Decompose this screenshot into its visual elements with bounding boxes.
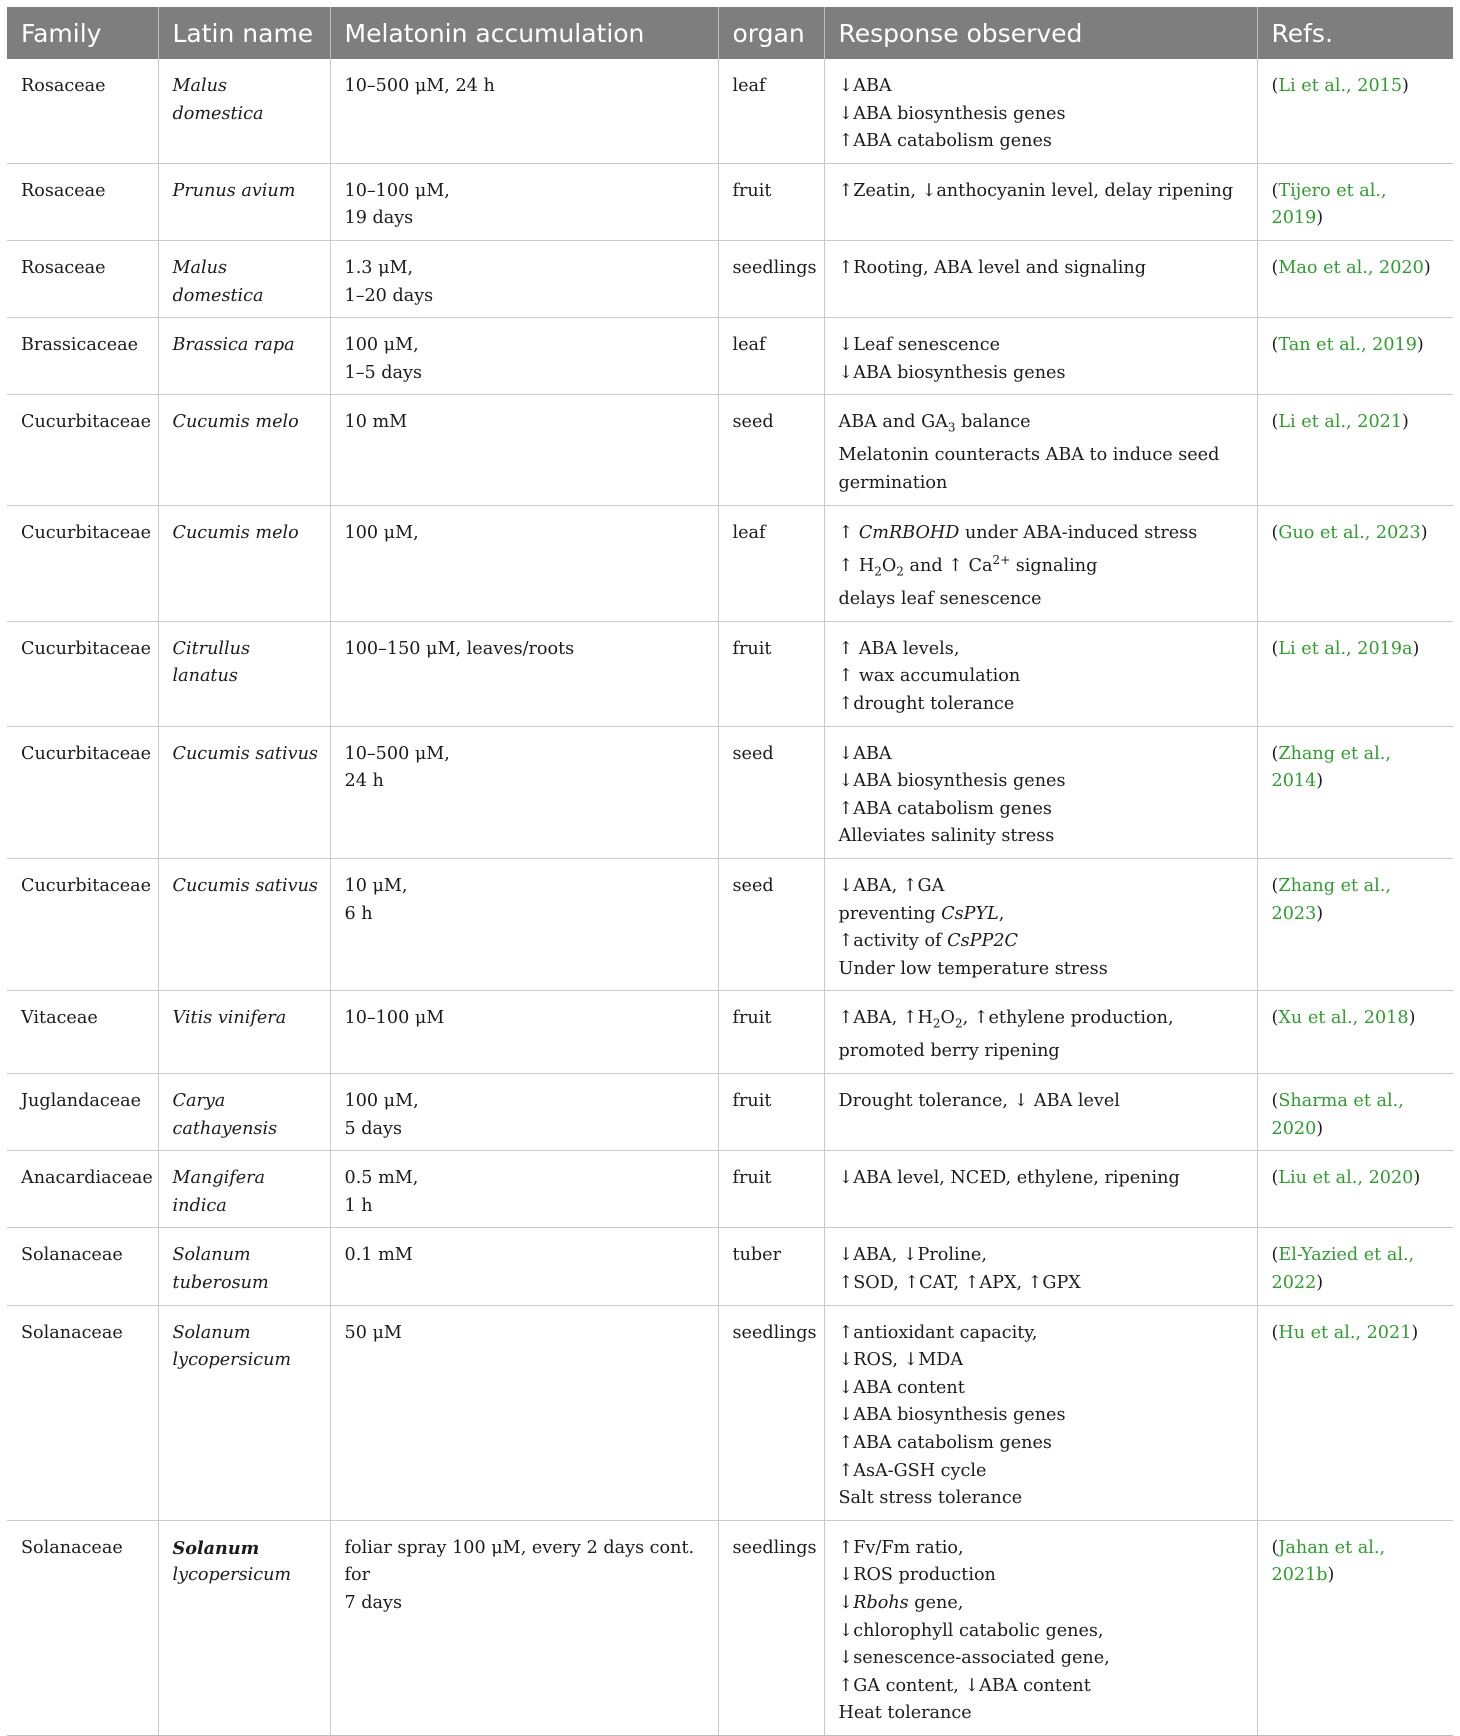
- table-row: [7, 1151, 1453, 1228]
- cell-accumulation-line: 10–500 μM,: [344, 743, 450, 764]
- open-paren: (: [1271, 638, 1279, 659]
- header-latin-name: Latin name: [158, 7, 330, 59]
- cell-latin-name-line: Carya: [172, 1091, 226, 1112]
- cell-response: [824, 318, 1257, 395]
- reference-link[interactable]: Tijero et al., 2019: [1271, 180, 1387, 229]
- cell-response-line: ↑Rooting, ABA level and signaling: [838, 257, 1146, 278]
- cell-accumulation-line: 10 mM: [344, 412, 408, 433]
- cell-latin-name: [158, 163, 330, 240]
- ref-line: [1272, 741, 1444, 796]
- open-paren: (: [1271, 180, 1279, 201]
- cell-family: Rosaceae: [7, 163, 158, 240]
- close-paren: ): [1416, 335, 1424, 356]
- cell-family: Anacardiaceae: [7, 1151, 158, 1228]
- cell-latin-name: [158, 1520, 330, 1735]
- cell-accumulation: [330, 991, 718, 1074]
- reference-link[interactable]: Mao et al., 2020: [1278, 257, 1424, 278]
- cell-response-line: ↓ABA biosynthesis genes: [838, 362, 1066, 383]
- cell-response: [824, 1520, 1257, 1735]
- cell-ref: [1257, 1305, 1453, 1520]
- cell-latin-name: [158, 1151, 330, 1228]
- cell-organ: seedlings: [718, 240, 824, 317]
- ref-line: [1272, 1535, 1444, 1563]
- cell-response-line: ↑ABA catabolism genes: [838, 131, 1052, 152]
- cell-ref: [1257, 59, 1453, 163]
- table-row: [7, 59, 1453, 163]
- reference-link[interactable]: Zhang et al., 2023: [1271, 875, 1391, 924]
- close-paren: ): [1316, 771, 1324, 792]
- open-paren: (: [1271, 412, 1279, 433]
- cell-latin-name-line: Cucumis melo: [172, 522, 299, 543]
- cell-response-line: ↓Rbohs gene,: [838, 1592, 964, 1613]
- open-paren: (: [1271, 1091, 1279, 1112]
- cell-family: Cucurbitaceae: [7, 395, 158, 505]
- ref-line: [1272, 1320, 1444, 1348]
- cell-accumulation-line: 1–5 days: [344, 362, 422, 383]
- cell-response-line: ↓ROS, ↓MDA: [838, 1350, 964, 1371]
- cell-response-line: ↓ABA biosynthesis genes: [838, 103, 1066, 124]
- cell-organ: fruit: [718, 1074, 824, 1151]
- cell-accumulation-line: 0.1 mM: [344, 1245, 413, 1266]
- cell-accumulation-line: 19 days: [344, 208, 414, 229]
- cell-response-line: ↑Zeatin, ↓anthocyanin level, delay ripening: [838, 180, 1234, 201]
- close-paren: ): [1402, 412, 1409, 433]
- cell-organ: tuber: [718, 1228, 824, 1305]
- cell-response-line: ↑drought tolerance: [838, 693, 1015, 714]
- cell-accumulation: [330, 59, 718, 163]
- cell-accumulation-line: 10 μM,: [344, 875, 408, 896]
- table-row: [7, 1228, 1453, 1305]
- cell-response-line: ↑activity of CsPP2C: [838, 931, 1018, 952]
- cell-latin-name-line: Solanum: [172, 1537, 260, 1559]
- cell-family: Solanaceae: [7, 1228, 158, 1305]
- close-paren: ): [1408, 1008, 1416, 1029]
- cell-latin-name-line: Cucumis sativus: [172, 875, 318, 896]
- header-family: Family: [7, 7, 158, 59]
- cell-response-line: ↑ABA catabolism genes: [838, 1432, 1052, 1453]
- cell-response-line: Alleviates salinity stress: [838, 826, 1055, 847]
- header-organ: organ: [718, 7, 824, 59]
- cell-family: Brassicaceae: [7, 318, 158, 395]
- cell-organ: fruit: [718, 621, 824, 726]
- open-paren: (: [1271, 257, 1279, 278]
- cell-latin-name-line: Solanum: [172, 1245, 251, 1266]
- cell-latin-name: [158, 1074, 330, 1151]
- cell-response-line: ↑ wax accumulation: [838, 666, 1021, 687]
- cell-accumulation: [330, 1074, 718, 1151]
- cell-accumulation-line: 10–500 μM, 24 h: [344, 76, 495, 96]
- cell-organ: seedlings: [718, 1305, 824, 1520]
- close-paren: ): [1316, 208, 1324, 229]
- cell-latin-name-line: Cucumis melo: [172, 412, 299, 433]
- cell-accumulation: [330, 1228, 718, 1305]
- table-header: [7, 7, 1453, 59]
- cell-ref: [1257, 621, 1453, 726]
- cell-latin-name-line: Cucumis sativus: [172, 743, 318, 764]
- reference-link[interactable]: Sharma et al.,: [1278, 1091, 1404, 1112]
- open-paren: (: [1271, 1322, 1279, 1343]
- table-row: [7, 395, 1453, 505]
- cell-organ: fruit: [718, 991, 824, 1074]
- ref-line: [1272, 1270, 1444, 1298]
- cell-latin-name-line: cathayensis: [172, 1118, 278, 1139]
- cell-ref: [1257, 1228, 1453, 1305]
- cell-accumulation-line: 100 μM,: [344, 522, 419, 543]
- header-response-observed: Response observed: [824, 7, 1257, 59]
- cell-accumulation: [330, 318, 718, 395]
- ref-line: [1272, 1562, 1444, 1590]
- header-row: [7, 7, 1453, 59]
- cell-response-line: Heat tolerance: [838, 1703, 972, 1724]
- close-paren: ): [1316, 903, 1324, 924]
- header-melatonin-accumulation: Melatonin accumulation: [330, 7, 718, 59]
- open-paren: (: [1271, 76, 1279, 96]
- close-paren: ): [1402, 76, 1409, 96]
- cell-response: [824, 1151, 1257, 1228]
- cell-response-line: ↓senescence-associated gene,: [838, 1648, 1110, 1669]
- reference-link[interactable]: Li et al., 2019a: [1278, 638, 1413, 659]
- cell-response-line: ↑AsA-GSH cycle: [838, 1460, 987, 1481]
- ref-line: [1272, 255, 1444, 283]
- cell-latin-name: [158, 240, 330, 317]
- cell-accumulation-line: foliar spray 100 μM, every 2 days cont. for: [344, 1537, 695, 1586]
- table-row: [7, 1074, 1453, 1151]
- ref-line: [1272, 1242, 1444, 1270]
- cell-response-line: ↓ABA: [838, 76, 892, 96]
- cell-accumulation-line: 10–100 μM: [344, 1008, 445, 1029]
- cell-response: [824, 1305, 1257, 1520]
- cell-accumulation-line: 1 h: [344, 1195, 373, 1216]
- cell-accumulation: [330, 621, 718, 726]
- cell-response-line: ↓ABA biosynthesis genes: [838, 1405, 1066, 1426]
- ref-line: [1272, 520, 1444, 548]
- cell-response-line: ↓Leaf senescence: [838, 335, 1001, 356]
- cell-family: Cucurbitaceae: [7, 858, 158, 990]
- cell-latin-name-line: tuberosum: [172, 1273, 269, 1293]
- ref-line: [1272, 636, 1444, 664]
- cell-response-line: ↑ CmRBOHD under ABA-induced stress: [838, 522, 1198, 543]
- table-row: [7, 505, 1453, 621]
- cell-latin-name-line: lycopersicum: [172, 1565, 292, 1586]
- open-paren: (: [1271, 335, 1279, 356]
- cell-accumulation: [330, 726, 718, 858]
- cell-ref: [1257, 505, 1453, 621]
- cell-accumulation: [330, 505, 718, 621]
- cell-organ: seed: [718, 858, 824, 990]
- cell-latin-name: [158, 395, 330, 505]
- ref-line: [1272, 1005, 1444, 1033]
- cell-response-line: ↓chlorophyll catabolic genes,: [838, 1620, 1104, 1641]
- reference-link[interactable]: Hu et al., 2021: [1278, 1322, 1412, 1343]
- open-paren: (: [1271, 875, 1279, 896]
- close-paren: ): [1420, 522, 1428, 543]
- open-paren: (: [1271, 743, 1279, 764]
- cell-latin-name: [158, 505, 330, 621]
- cell-accumulation-line: 10–100 μM,: [344, 180, 450, 201]
- cell-response: [824, 621, 1257, 726]
- table-row: [7, 1520, 1453, 1735]
- cell-organ: leaf: [718, 59, 824, 163]
- cell-response-line: ↑ABA catabolism genes: [838, 798, 1052, 819]
- cell-latin-name: [158, 858, 330, 990]
- cell-response-line: ABA and $GA_3$ balance: [838, 412, 1031, 435]
- close-paren: ): [1413, 1168, 1421, 1189]
- cell-organ: leaf: [718, 318, 824, 395]
- cell-ref: [1257, 726, 1453, 858]
- reference-link[interactable]: Li et al., 2021: [1278, 412, 1403, 433]
- reference-link[interactable]: 2022: [1271, 1273, 1317, 1293]
- close-paren: ): [1316, 1273, 1324, 1293]
- table-container: [7, 7, 1453, 1736]
- cell-family: Solanaceae: [7, 1305, 158, 1520]
- cell-latin-name-line: Malus domestica: [172, 76, 264, 124]
- cell-family: Rosaceae: [7, 59, 158, 163]
- cell-accumulation-line: 100–150 μM, leaves/roots: [344, 638, 575, 659]
- cell-response-line: ↓ABA content: [838, 1377, 965, 1398]
- cell-accumulation-line: 100 μM,: [344, 335, 419, 356]
- cell-response-line: Drought tolerance, ↓ ABA level: [838, 1091, 1120, 1112]
- reference-link[interactable]: Tan et al., 2019: [1278, 335, 1417, 356]
- open-paren: (: [1271, 522, 1279, 543]
- ref-line: [1272, 1165, 1444, 1193]
- table-row: [7, 991, 1453, 1074]
- cell-response: [824, 991, 1257, 1074]
- cell-accumulation-line: 0.5 mM,: [344, 1168, 419, 1189]
- cell-organ: fruit: [718, 163, 824, 240]
- reference-link[interactable]: Liu et al., 2020: [1278, 1168, 1414, 1189]
- cell-latin-name-line: Solanum: [172, 1322, 251, 1343]
- cell-latin-name-line: Citrullus lanatus: [172, 638, 251, 687]
- ref-line: [1272, 873, 1444, 928]
- reference-link[interactable]: Guo et al., 2023: [1278, 522, 1421, 543]
- cell-response-line: ↓ABA, ↓Proline,: [838, 1245, 987, 1266]
- cell-accumulation-line: 24 h: [344, 771, 384, 792]
- reference-link[interactable]: 2021b: [1271, 1565, 1328, 1586]
- cell-family: Cucurbitaceae: [7, 621, 158, 726]
- cell-response-line: ↓ABA biosynthesis genes: [838, 771, 1066, 792]
- cell-ref: [1257, 240, 1453, 317]
- ref-line: [1272, 1088, 1444, 1116]
- cell-response-line: ↓ABA, ↑GA: [838, 875, 945, 896]
- ref-line: [1272, 409, 1444, 437]
- cell-response-line: ↑SOD, ↑CAT, ↑APX, ↑GPX: [838, 1273, 1081, 1293]
- cell-response-line: ↓ROS production: [838, 1565, 996, 1586]
- table-row: [7, 163, 1453, 240]
- cell-ref: [1257, 858, 1453, 990]
- cell-accumulation: [330, 1305, 718, 1520]
- cell-ref: [1257, 318, 1453, 395]
- cell-response: [824, 395, 1257, 505]
- cell-organ: seedlings: [718, 1520, 824, 1735]
- cell-family: Vitaceae: [7, 991, 158, 1074]
- close-paren: ): [1327, 1565, 1335, 1586]
- cell-ref: [1257, 991, 1453, 1074]
- reference-link[interactable]: El-Yazied et al.,: [1278, 1245, 1415, 1266]
- close-paren: ): [1316, 1118, 1324, 1139]
- ref-line: [1272, 1116, 1444, 1144]
- table-row: [7, 726, 1453, 858]
- cell-response: [824, 858, 1257, 990]
- open-paren: (: [1271, 1008, 1279, 1029]
- cell-response: [824, 726, 1257, 858]
- cell-response-line: ↑Fv/Fm ratio,: [838, 1537, 964, 1558]
- cell-latin-name-line: lycopersicum: [172, 1350, 292, 1371]
- cell-response-line: ↑ABA, $↑H_2O_2$, ↑ethylene production,: [838, 1008, 1174, 1031]
- cell-response-line: ↓ABA: [838, 743, 892, 764]
- reference-link[interactable]: Xu et al., 2018: [1278, 1008, 1409, 1029]
- open-paren: (: [1271, 1537, 1279, 1558]
- cell-organ: seed: [718, 395, 824, 505]
- cell-latin-name: [158, 726, 330, 858]
- cell-accumulation: [330, 1520, 718, 1735]
- cell-response-line: Under low temperature stress: [838, 958, 1108, 979]
- ref-line: [1272, 178, 1444, 233]
- close-paren: ): [1411, 1322, 1419, 1343]
- cell-family: Rosaceae: [7, 240, 158, 317]
- ref-line: [1272, 73, 1444, 101]
- reference-link[interactable]: Jahan et al.,: [1278, 1537, 1386, 1558]
- table-row: [7, 240, 1453, 317]
- ref-line: [1272, 332, 1444, 360]
- cell-accumulation: [330, 1151, 718, 1228]
- open-paren: (: [1271, 1168, 1279, 1189]
- cell-latin-name-line: Mangifera indica: [172, 1168, 266, 1216]
- cell-organ: seed: [718, 726, 824, 858]
- header-refs: Refs.: [1257, 7, 1453, 59]
- cell-accumulation-line: 50 μM: [344, 1322, 402, 1343]
- cell-response: [824, 163, 1257, 240]
- cell-family: Cucurbitaceae: [7, 726, 158, 858]
- cell-latin-name-line: Vitis vinifera: [172, 1008, 287, 1029]
- cell-accumulation: [330, 858, 718, 990]
- cell-response: [824, 1074, 1257, 1151]
- cell-latin-name-line: Brassica rapa: [172, 335, 295, 356]
- cell-response-line: preventing CsPYL,: [838, 903, 1005, 924]
- reference-link[interactable]: Zhang et al., 2014: [1271, 743, 1391, 792]
- cell-family: Cucurbitaceae: [7, 505, 158, 621]
- cell-accumulation-line: 1.3 μM,: [344, 257, 414, 278]
- close-paren: ): [1423, 257, 1431, 278]
- cell-response-line: Melatonin counteracts ABA to induce seed: [838, 445, 1220, 466]
- cell-response-line: Salt stress tolerance: [838, 1488, 1023, 1509]
- cell-response-line: ↑antioxidant capacity,: [838, 1322, 1038, 1343]
- reference-link[interactable]: Li et al., 2015: [1278, 76, 1403, 96]
- cell-response: [824, 240, 1257, 317]
- table-row: [7, 1305, 1453, 1520]
- cell-latin-name-line: Prunus avium: [172, 180, 296, 201]
- cell-latin-name: [158, 1228, 330, 1305]
- close-paren: ): [1412, 638, 1420, 659]
- table-row: [7, 318, 1453, 395]
- cell-family: Solanaceae: [7, 1520, 158, 1735]
- cell-family: Juglandaceae: [7, 1074, 158, 1151]
- cell-latin-name: [158, 621, 330, 726]
- cell-response-line: germination: [838, 473, 948, 494]
- cell-response-line: ↑ ABA levels,: [838, 638, 960, 659]
- cell-accumulation-line: 7 days: [344, 1592, 403, 1613]
- cell-response-line: ↑ $H_2O_2$ and ↑ $Ca^{2+}$ signaling: [838, 553, 1098, 579]
- table-body: [7, 59, 1453, 1735]
- open-paren: (: [1271, 1245, 1279, 1266]
- cell-organ: leaf: [718, 505, 824, 621]
- cell-ref: [1257, 1520, 1453, 1735]
- cell-response-line: ↑GA content, ↓ABA content: [838, 1675, 1091, 1696]
- table-row: [7, 621, 1453, 726]
- cell-ref: [1257, 163, 1453, 240]
- cell-latin-name: [158, 1305, 330, 1520]
- cell-response: [824, 505, 1257, 621]
- cell-latin-name: [158, 59, 330, 163]
- cell-response: [824, 1228, 1257, 1305]
- cell-response: [824, 59, 1257, 163]
- cell-response-line: delays leaf senescence: [838, 589, 1042, 610]
- table-row: [7, 858, 1453, 990]
- cell-ref: [1257, 1074, 1453, 1151]
- cell-organ: fruit: [718, 1151, 824, 1228]
- cell-accumulation-line: 1–20 days: [344, 285, 434, 306]
- cell-ref: [1257, 1151, 1453, 1228]
- cell-accumulation: [330, 163, 718, 240]
- cell-accumulation: [330, 240, 718, 317]
- cell-latin-name: [158, 318, 330, 395]
- cell-latin-name: [158, 991, 330, 1074]
- cell-latin-name-line: Malus domestica: [172, 257, 264, 306]
- data-table: [7, 7, 1453, 1736]
- cell-accumulation-line: 100 μM,: [344, 1091, 419, 1112]
- cell-ref: [1257, 395, 1453, 505]
- reference-link[interactable]: 2020: [1271, 1118, 1317, 1139]
- cell-accumulation-line: 5 days: [344, 1118, 403, 1139]
- cell-accumulation-line: 6 h: [344, 903, 373, 924]
- cell-accumulation: [330, 395, 718, 505]
- cell-response-line: promoted berry ripening: [838, 1041, 1060, 1062]
- cell-response-line: ↓ABA level, NCED, ethylene, ripening: [838, 1168, 1180, 1189]
